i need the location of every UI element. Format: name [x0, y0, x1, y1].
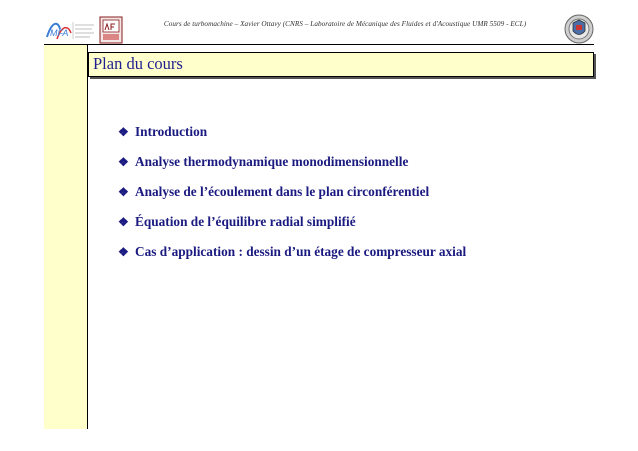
lmfa-logo — [44, 17, 96, 43]
crest-logo — [99, 16, 123, 44]
list-item-label: Analyse de l’écoulement dans le plan circonférentiel — [135, 184, 430, 199]
sidebar-divider — [87, 45, 88, 429]
diamond-bullet-icon: ❖ — [118, 154, 129, 169]
list-item-label: Introduction — [135, 124, 208, 139]
course-outline-list — [118, 117, 466, 267]
ecl-emblem-logo — [564, 13, 594, 45]
list-item-label: Cas d’application : dessin d’un étage de compresseur axial — [135, 244, 467, 259]
list-item — [118, 237, 466, 267]
diamond-bullet-icon: ❖ — [118, 214, 129, 229]
list-item — [118, 207, 466, 237]
diamond-bullet-icon: ❖ — [118, 244, 129, 259]
list-item-label: Analyse thermodynamique monodimensionnelle — [135, 154, 409, 169]
list-item — [118, 117, 466, 147]
list-item-label: Équation de l’équilibre radial simplifié — [135, 214, 356, 229]
course-header: Cours de turbomachine – Xavier Ottavy (CNRS – Laboratoire de Mécanique des Fluides et d'Acoustique UMR 5509 - ECL) — [163, 20, 527, 28]
list-item — [118, 147, 466, 177]
list-item — [118, 177, 466, 207]
left-sidebar-panel — [44, 45, 87, 429]
diamond-bullet-icon: ❖ — [118, 184, 129, 199]
diamond-bullet-icon: ❖ — [118, 124, 129, 139]
svg-text:MFA: MFA — [50, 28, 69, 38]
slide-title: Plan du cours — [93, 54, 183, 73]
slide-title-bar — [88, 52, 594, 77]
header-divider — [44, 44, 594, 45]
